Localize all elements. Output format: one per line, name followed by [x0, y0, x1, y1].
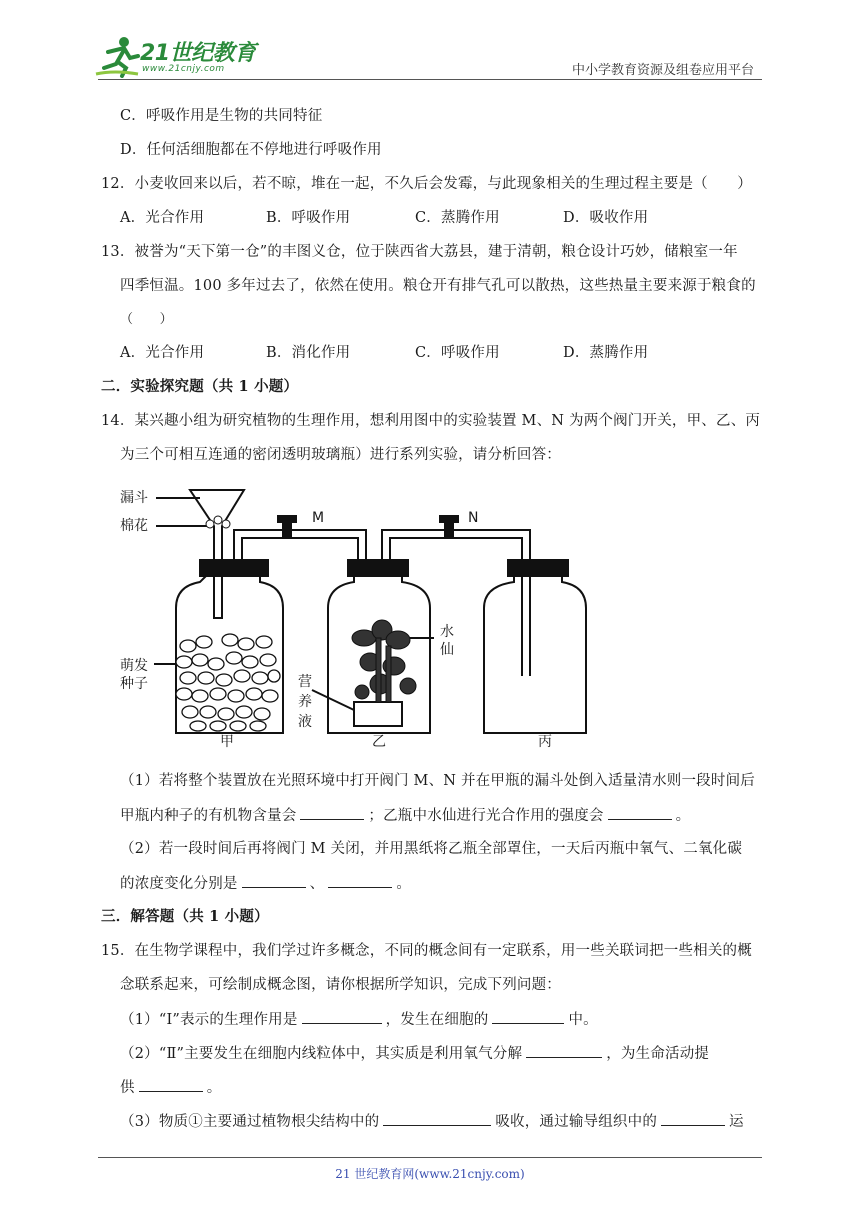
label-jar-jia: 甲: [220, 734, 234, 750]
label-nutrient-3: 液: [298, 714, 312, 730]
q11-option-d: D．任何活细胞都在不停地进行呼吸作用: [120, 142, 382, 158]
label-jar-bing: 丙: [538, 734, 552, 750]
answer-blank[interactable]: [383, 1111, 491, 1126]
q13-option-b: B．消化作用: [266, 345, 351, 361]
label-nutrient-1: 营: [298, 674, 312, 690]
q15-part3-text-a: （3）物质①主要通过植物根尖结构中的: [120, 1114, 380, 1130]
q12-option-d: D．吸收作用: [563, 210, 649, 226]
footer-site-text: 21 世纪教育网(www.21cnjy.com): [335, 1167, 525, 1181]
q15-part3-text-c: 运: [729, 1114, 744, 1130]
q15-part1-text-c: 中。: [568, 1012, 598, 1028]
q13-option-a: A．光合作用: [120, 345, 205, 361]
header-divider: [98, 79, 762, 80]
q15-part3: [120, 1111, 744, 1132]
q14-stem-line1: 14．某兴趣小组为研究植物的生理作用，想利用图中的实验装置 M、N 为两个阀门开关，甲、乙、丙: [101, 413, 761, 429]
q11-option-c: C．呼吸作用是生物的共同特征: [120, 108, 323, 124]
q13-option-d: D．蒸腾作用: [563, 345, 649, 361]
q12-stem: 12．小麦收回来以后，若不晾，堆在一起，不久后会发霉，与此现象相关的生理过程主要是（ ）: [101, 176, 752, 192]
apparatus-drawing: [118, 478, 588, 758]
label-funnel: 漏斗: [120, 490, 148, 506]
q14-part1-text-a: 甲瓶内种子的有机物含量会: [120, 808, 297, 824]
footer-divider: [98, 1157, 762, 1158]
section-2-heading: 二．实验探究题（共 1 小题）: [101, 378, 299, 395]
q14-part2-text-b: 、: [309, 876, 325, 892]
q15-part1: [120, 1009, 598, 1030]
q13-option-c: C．呼吸作用: [415, 345, 500, 361]
q12-option-c: C．蒸腾作用: [415, 210, 500, 226]
runner-logo-icon: [94, 34, 140, 78]
q15-part2-line2: [120, 1077, 221, 1098]
answer-blank[interactable]: [526, 1043, 602, 1058]
q15-part2-line1: [120, 1043, 709, 1064]
experiment-apparatus-figure: [118, 478, 588, 758]
q15-stem-line2: 念联系起来，可绘制成概念图，请你根据所学知识，完成下列问题：: [120, 977, 561, 993]
label-valve-m: M: [312, 510, 325, 526]
logo-url: www.21cnjy.com: [142, 64, 225, 74]
q13-stem-line2: 四季恒温。100 多年过去了，依然在使用。粮仓开有排气孔可以散热，这些热量主要来源于粮食的: [120, 278, 756, 294]
answer-blank[interactable]: [302, 1009, 382, 1024]
answer-blank[interactable]: [328, 873, 392, 888]
q14-part2-text-c: 。: [396, 876, 412, 892]
q14-part1-line2: [120, 805, 690, 826]
label-seeds-1: 萌发: [120, 658, 148, 674]
q14-part1-text-b: ；乙瓶中水仙进行光合作用的强度会: [368, 808, 604, 824]
q15-part1-text-b: ，发生在细胞的: [385, 1012, 489, 1028]
q15-stem-line1: 15．在生物学课程中，我们学过许多概念，不同的概念间有一定联系，用一些关联词把一些相关的概: [101, 943, 752, 959]
label-valve-n: N: [468, 510, 479, 526]
q15-part2-text-b: ，为生命活动提: [606, 1046, 710, 1062]
q15-part3-text-b: 吸收，通过输导组织中的: [495, 1114, 658, 1130]
q14-part1-line1: （1）若将整个装置放在光照环境中打开阀门 M、N 并在甲瓶的漏斗处倒入适量清水则一段时间后: [120, 773, 755, 789]
answer-blank[interactable]: [661, 1111, 725, 1126]
q13-stem-line1: 13．被誉为“天下第一仓”的丰图义仓，位于陕西省大荔县，建于清朝，粮仓设计巧妙，储粮室一年: [101, 244, 738, 260]
q14-part2-line2: [120, 873, 411, 894]
q14-part2-text-a: 的浓度变化分别是: [120, 876, 238, 892]
label-narcissus-1: 水: [440, 624, 454, 640]
header-platform-text: 中小学教育资源及组卷应用平台: [572, 63, 755, 78]
q14-part1-text-c: 。: [675, 808, 691, 824]
answer-blank[interactable]: [300, 805, 364, 820]
logo-text: 21世纪教育: [140, 41, 256, 66]
label-nutrient-2: 养: [298, 694, 312, 710]
section-3-heading: 三．解答题（共 1 小题）: [101, 908, 269, 925]
label-narcissus-2: 仙: [440, 642, 454, 658]
q15-part2-text-a: （2）“Ⅱ”主要发生在细胞内线粒体中，其实质是利用氧气分解: [120, 1046, 523, 1062]
label-cotton: 棉花: [120, 518, 148, 534]
q15-part2-text-d: 。: [206, 1080, 222, 1096]
q15-part2-text-c: 供: [120, 1080, 135, 1096]
answer-blank[interactable]: [139, 1077, 203, 1092]
q15-part1-text-a: （1）“Ⅰ”表示的生理作用是: [120, 1012, 298, 1028]
q12-option-a: A．光合作用: [120, 210, 205, 226]
answer-blank[interactable]: [492, 1009, 564, 1024]
site-logo: [94, 34, 264, 80]
q14-stem-line2: 为三个可相互连通的密闭透明玻璃瓶）进行系列实验，请分析回答：: [120, 447, 561, 463]
label-jar-yi: 乙: [372, 734, 386, 750]
q14-part2-line1: （2）若一段时间后再将阀门 M 关闭，并用黑纸将乙瓶全部罩住，一天后丙瓶中氧气、二氧化碳: [120, 841, 743, 857]
label-seeds-2: 种子: [120, 676, 148, 692]
q12-option-b: B．呼吸作用: [266, 210, 351, 226]
answer-blank[interactable]: [242, 873, 306, 888]
q13-stem-line3: （ ）: [120, 312, 173, 327]
answer-blank[interactable]: [608, 805, 672, 820]
